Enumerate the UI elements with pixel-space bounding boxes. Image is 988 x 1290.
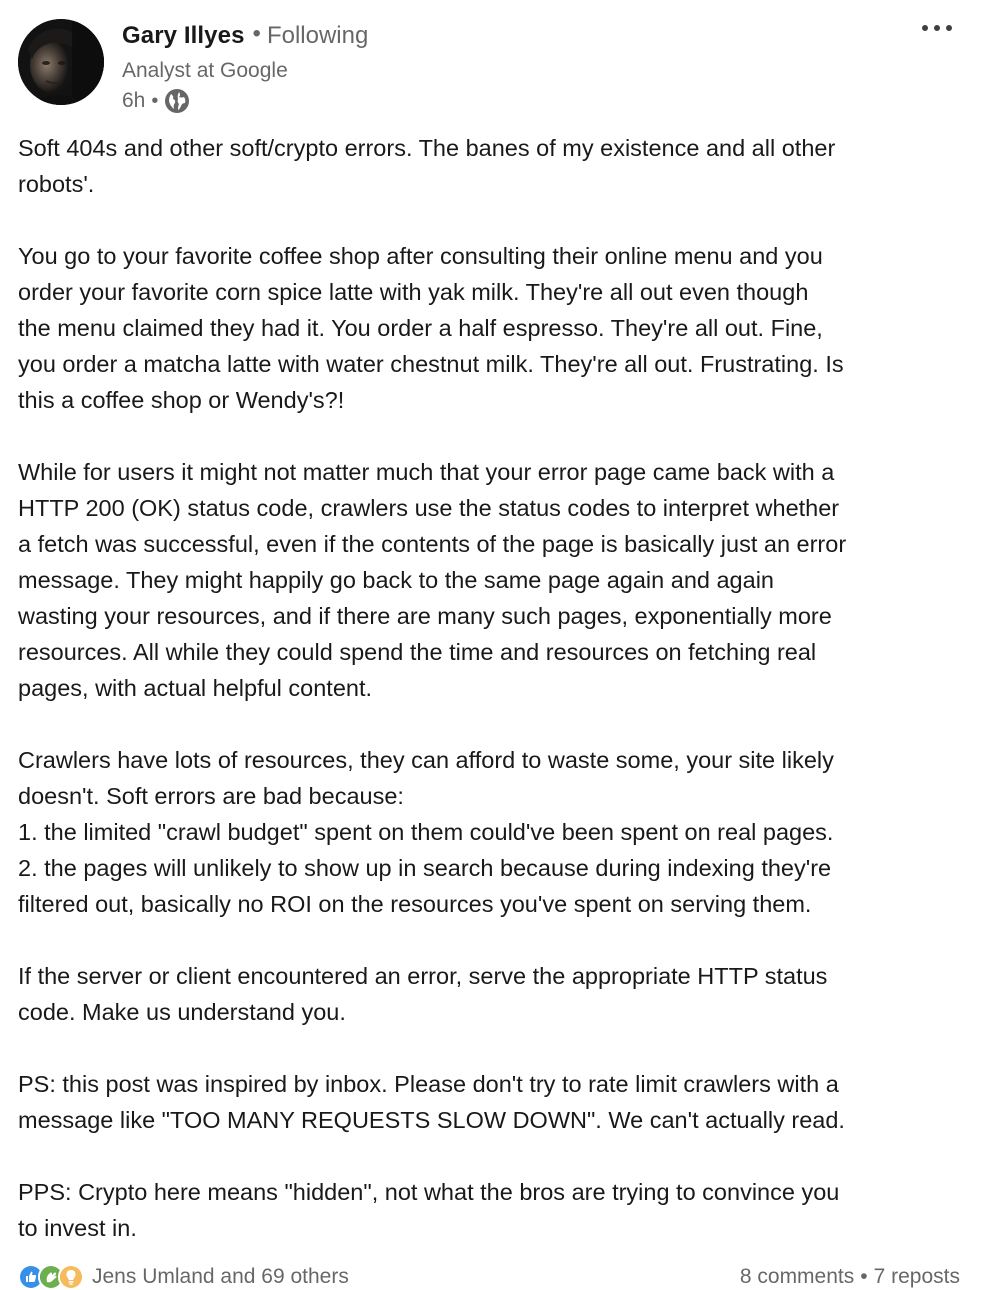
post-paragraph (18, 1174, 958, 1246)
post-meta (122, 86, 822, 116)
text-line: the menu claimed they had it. You order a half espresso. They're all out. Fine, (18, 315, 823, 341)
author-headline: Analyst at Google (122, 59, 288, 82)
text-line: robots'. (18, 171, 95, 197)
globe-icon (164, 88, 190, 114)
author-avatar[interactable] (18, 19, 104, 105)
reactions-count-text: Jens Umland and 69 others (92, 1265, 349, 1288)
comments-count-link[interactable]: 8 comments (739, 1265, 855, 1288)
text-line: If the server or client encountered an error, serve the appropriate HTTP status (18, 963, 828, 989)
post-paragraph (18, 958, 958, 1030)
text-line: filtered out, basically no ROI on the resources you've spent on serving them. (18, 891, 812, 917)
text-line: doesn't. Soft errors are bad because: (18, 783, 404, 809)
more-options-icon-dot (946, 25, 952, 31)
engagement-counts (740, 1265, 960, 1289)
text-line: message like "TOO MANY REQUESTS SLOW DOWN". We can't actually read. (18, 1107, 845, 1133)
reposts-count-link[interactable]: 7 reposts (873, 1265, 960, 1288)
post-paragraph (18, 742, 958, 922)
post-paragraph (18, 1066, 958, 1138)
text-line: PS: this post was inspired by inbox. Please don't try to rate limit crawlers with a (18, 1071, 839, 1097)
text-line: 1. the limited "crawl budget" spent on them could've been spent on real pages. (18, 819, 834, 845)
post-timestamp: 6h (122, 89, 146, 112)
more-options-icon-dot (934, 25, 940, 31)
avatar-photo (18, 19, 104, 105)
post-text (18, 130, 958, 1246)
text-line: a fetch was successful, even if the contents of the page is basically just an error (18, 531, 847, 557)
text-line: PPS: Crypto here means "hidden", not what the bros are trying to convince you (18, 1179, 840, 1205)
author-name-row (122, 22, 822, 54)
text-line: HTTP 200 (OK) status code, crawlers use the status codes to interpret whether (18, 495, 840, 521)
text-line: resources. All while they could spend the time and resources on fetching real (18, 639, 817, 665)
separator-dot: • (860, 1265, 868, 1288)
text-line: message. They might happily go back to the same page again and again (18, 567, 774, 593)
text-line: code. Make us understand you. (18, 999, 346, 1025)
text-line: order your favorite corn spice latte with yak milk. They're all out even though (18, 279, 809, 305)
text-line: to invest in. (18, 1215, 137, 1241)
text-line: You go to your favorite coffee shop after consulting their online menu and you (18, 243, 823, 269)
separator-dot: • (151, 89, 159, 112)
author-info (122, 22, 822, 116)
text-line: 2. the pages will unlikely to show up in search because during indexing they're (18, 855, 832, 881)
author-name[interactable]: Gary Illyes (122, 22, 245, 49)
text-line: Soft 404s and other soft/crypto errors. The banes of my existence and all other (18, 135, 836, 161)
insightful-icon (58, 1264, 84, 1290)
text-line: Crawlers have lots of resources, they can afford to waste some, your site likely (18, 747, 834, 773)
social-counts-bar (18, 1261, 960, 1290)
text-line: you order a matcha latte with water chestnut milk. They're all out. Frustrating. Is (18, 351, 844, 377)
post-paragraph (18, 130, 958, 202)
post-paragraph (18, 454, 958, 706)
more-options-button[interactable] (922, 18, 952, 38)
text-line: this a coffee shop or Wendy's?! (18, 387, 345, 413)
text-line: pages, with actual helpful content. (18, 675, 373, 701)
following-status[interactable]: Following (266, 22, 369, 49)
reactions-summary[interactable] (18, 1264, 349, 1290)
reaction-icons (18, 1264, 84, 1290)
post-paragraph (18, 238, 958, 418)
text-line: While for users it might not matter much that your error page came back with a (18, 459, 835, 485)
separator-dot: • (252, 20, 261, 47)
more-options-icon (922, 25, 928, 31)
text-line: wasting your resources, and if there are many such pages, exponentially more (18, 603, 832, 629)
